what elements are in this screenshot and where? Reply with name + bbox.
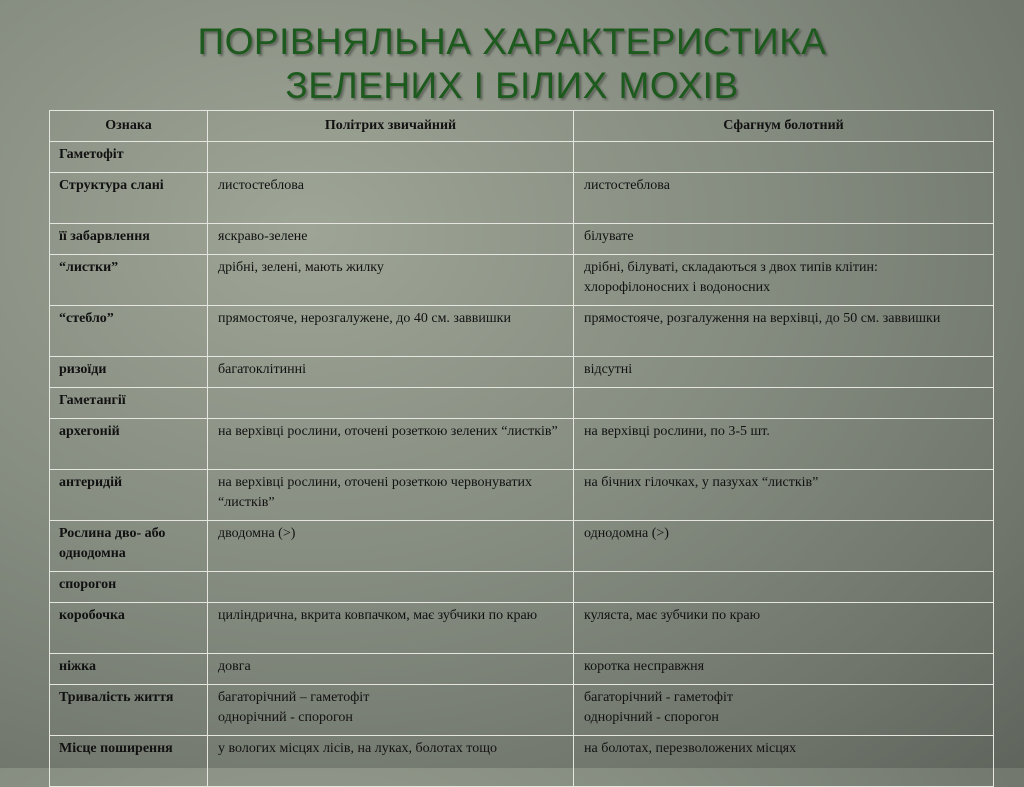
row-label: антеридій	[50, 470, 208, 521]
row-label: Тривалість життя	[50, 685, 208, 736]
table-row	[50, 419, 994, 470]
row-label: Місце поширення	[50, 736, 208, 787]
table-row	[50, 470, 994, 521]
cell-sphagnum: листостеблова	[574, 173, 994, 224]
cell-sphagnum: прямостояче, розгалуження на верхівці, до 50 см. заввишки	[574, 306, 994, 357]
cell-polytrichum: багаторічний – гаметофіт однорічний - спорогон	[208, 685, 574, 736]
table-row	[50, 388, 994, 419]
table-row	[50, 521, 994, 572]
cell-polytrichum	[208, 572, 574, 603]
row-label: Рослина дво- або однодомна	[50, 521, 208, 572]
row-label: “листки”	[50, 255, 208, 306]
row-label: “стебло”	[50, 306, 208, 357]
slide-title-line-2: ЗЕЛЕНИХ І БІЛИХ МОХІВ	[285, 65, 739, 106]
cell-polytrichum: довга	[208, 654, 574, 685]
header-polytrichum: Політрих звичайний	[208, 111, 574, 142]
cell-sphagnum	[574, 572, 994, 603]
comparison-table	[49, 110, 994, 787]
header-sphagnum: Сфагнум болотний	[574, 111, 994, 142]
row-label: спорогон	[50, 572, 208, 603]
cell-sphagnum: на бічних гілочках, у пазухах “листків”	[574, 470, 994, 521]
table-row	[50, 572, 994, 603]
cell-sphagnum: коротка несправжня	[574, 654, 994, 685]
row-label: її забарвлення	[50, 224, 208, 255]
row-label: ніжка	[50, 654, 208, 685]
cell-polytrichum: дрібні, зелені, мають жилку	[208, 255, 574, 306]
row-label: Структура слані	[50, 173, 208, 224]
table-row	[50, 736, 994, 787]
cell-polytrichum: дводомна (>)	[208, 521, 574, 572]
table-row	[50, 654, 994, 685]
table-row	[50, 224, 994, 255]
cell-sphagnum: багаторічний - гаметофіт однорічний - спорогон	[574, 685, 994, 736]
cell-polytrichum: у вологих місцях лісів, на луках, болотах тощо	[208, 736, 574, 787]
table-row	[50, 142, 994, 173]
cell-polytrichum: яскраво-зелене	[208, 224, 574, 255]
cell-sphagnum: білувате	[574, 224, 994, 255]
cell-sphagnum: куляста, має зубчики по краю	[574, 603, 994, 654]
table-row	[50, 173, 994, 224]
cell-polytrichum	[208, 142, 574, 173]
cell-polytrichum: багатоклітинні	[208, 357, 574, 388]
cell-polytrichum: циліндрична, вкрита ковпачком, має зубчики по краю	[208, 603, 574, 654]
cell-polytrichum: на верхівці рослини, оточені розеткою зелених “листків”	[208, 419, 574, 470]
cell-sphagnum: на болотах, перезволожених місцях	[574, 736, 994, 787]
row-label: Гаметофіт	[50, 142, 208, 173]
slide-title	[0, 20, 1024, 108]
header-feature: Ознака	[50, 111, 208, 142]
cell-polytrichum: листостеблова	[208, 173, 574, 224]
table-row	[50, 255, 994, 306]
table-row	[50, 685, 994, 736]
cell-polytrichum: на верхівці рослини, оточені розеткою червонуватих “листків”	[208, 470, 574, 521]
table-header-row	[50, 111, 994, 142]
row-label: Гаметангії	[50, 388, 208, 419]
cell-sphagnum: дрібні, білуваті, складаються з двох типів клітин: хлорофілоносних і водоносних	[574, 255, 994, 306]
cell-sphagnum: однодомна (>)	[574, 521, 994, 572]
slide-title-line-1: ПОРІВНЯЛЬНА ХАРАКТЕРИСТИКА	[197, 21, 827, 62]
cell-sphagnum: відсутні	[574, 357, 994, 388]
table-row	[50, 603, 994, 654]
row-label: ризоїди	[50, 357, 208, 388]
row-label: коробочка	[50, 603, 208, 654]
table-row	[50, 357, 994, 388]
cell-sphagnum: на верхівці рослини, по 3-5 шт.	[574, 419, 994, 470]
cell-polytrichum: прямостояче, нерозгалужене, до 40 см. заввишки	[208, 306, 574, 357]
table-row	[50, 306, 994, 357]
cell-sphagnum	[574, 142, 994, 173]
cell-polytrichum	[208, 388, 574, 419]
row-label: архегоній	[50, 419, 208, 470]
cell-sphagnum	[574, 388, 994, 419]
